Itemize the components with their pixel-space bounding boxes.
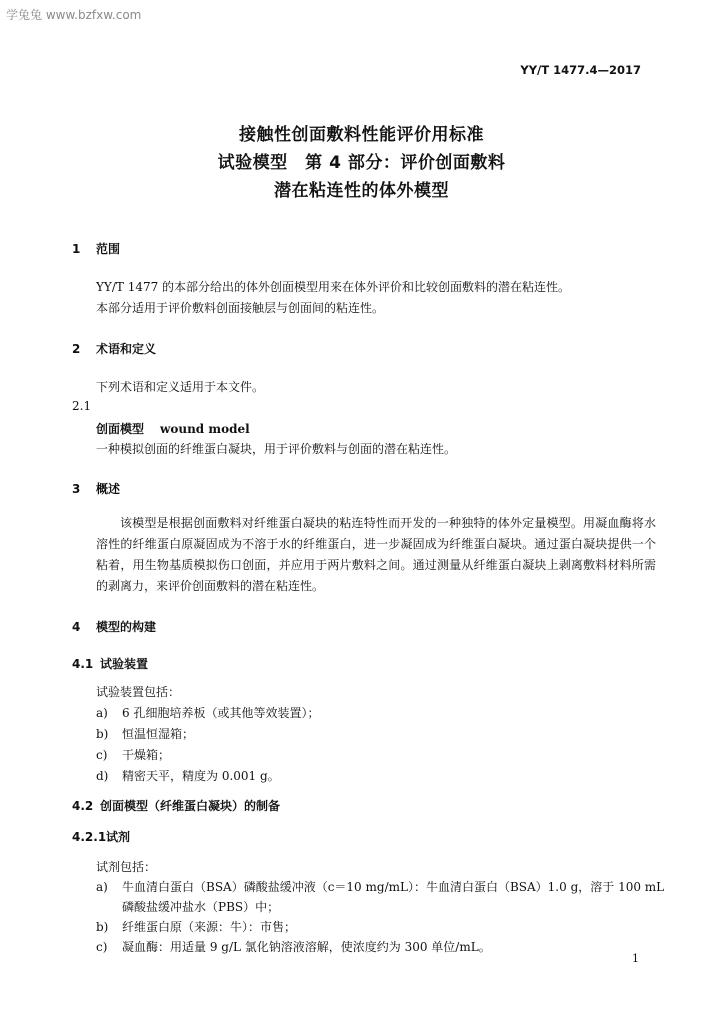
section-number: 4.2: [72, 799, 94, 813]
section-title: 模型的构建: [96, 620, 157, 634]
list-item: [96, 767, 280, 784]
list-item: [96, 938, 491, 955]
section-title: 试剂: [106, 830, 131, 844]
section-1-heading: [72, 240, 120, 257]
section-number: 4: [72, 620, 81, 634]
list-item: [96, 704, 319, 721]
section-4-1-heading: [72, 655, 148, 672]
list-marker: b): [96, 920, 109, 934]
list-marker: c): [96, 748, 108, 762]
list-item-continuation: 磷酸盐缓冲盐水（PBS）中；: [122, 900, 280, 914]
section-4-2-1-heading: [72, 828, 130, 845]
section-number: 4.2.1: [72, 830, 107, 844]
term-english: wound model: [160, 422, 250, 436]
section-4-2-1-intro: 试剂包括：: [96, 860, 157, 874]
title-line-1: 接触性创面敷料性能评价用标准: [239, 125, 484, 145]
watermark: 学兔兔 www.bzfxw.com: [6, 8, 142, 22]
title-line-2: 试验模型 第 4 部分：评价创面敷料: [217, 153, 506, 173]
section-1-para-2: 本部分适用于评价敷料创面接触层与创面间的粘连性。: [96, 301, 385, 315]
list-marker: a): [96, 880, 108, 894]
standard-number: YY/T 1477.4—2017: [520, 63, 641, 77]
list-marker: b): [96, 727, 109, 741]
list-item: [96, 878, 664, 895]
section-2-heading: [72, 340, 156, 357]
list-marker: a): [96, 706, 108, 720]
section-4-heading: [72, 618, 156, 635]
section-4-1-intro: 试验装置包括：: [96, 685, 181, 699]
title-line-3: 潜在粘连性的体外模型: [274, 181, 449, 201]
list-text: 凝血酶：用适量 9 g/L 氯化钠溶液溶解，使浓度约为 300 单位/mL。: [122, 940, 491, 954]
list-item: [96, 746, 170, 763]
section-number: 3: [72, 482, 81, 496]
list-text: 6 孔细胞培养板（或其他等效装置）；: [122, 706, 320, 720]
section-number: 1: [72, 242, 81, 256]
list-marker: c): [96, 940, 108, 954]
section-number: 2: [72, 342, 81, 356]
section-3-heading: [72, 480, 120, 497]
term-2-1-line: [96, 420, 250, 437]
section-title: 范围: [96, 242, 121, 256]
list-text: 干燥箱；: [122, 748, 171, 762]
section-3-paragraph: 该模型是根据创面敷料对纤维蛋白凝块的粘连特性而开发的一种独特的体外定量模型。用凝血酶将水溶性的纤维蛋白原凝固成为不溶于水的纤维蛋白，进一步凝固成为纤维蛋白凝块。通过蛋白凝块提供一个粘着，用生物基质模拟伤口创面，并应用于两片敷料之间。通过测量从纤维蛋白凝块上剥离敷料材料所需的剥离力，来评价创面敷料的潜在粘连性。: [96, 516, 656, 593]
list-text: 牛血清白蛋白（BSA）磷酸盐缓冲液（c＝10 mg/mL）：牛血清白蛋白（BSA）1.0 g，溶于 100 mL: [122, 880, 665, 894]
section-title: 术语和定义: [96, 342, 157, 356]
section-4-2-heading: [72, 797, 280, 814]
section-title: 概述: [96, 482, 121, 496]
term-name: 创面模型: [96, 422, 145, 436]
list-text: 纤维蛋白原（来源：牛）：市售；: [122, 920, 297, 934]
section-2-intro: 下列术语和定义适用于本文件。: [96, 380, 265, 394]
term-2-1-number: 2.1: [72, 399, 92, 413]
section-title: 创面模型（纤维蛋白凝块）的制备: [100, 799, 281, 813]
section-number: 4.1: [72, 657, 94, 671]
section-1-para-1: YY/T 1477 的本部分给出的体外创面模型用来在体外评价和比较创面敷料的潜在粘连性。: [96, 280, 571, 294]
term-2-1-definition: 一种模拟创面的纤维蛋白凝块，用于评价敷料与创面的潜在粘连性。: [96, 442, 457, 456]
list-item: [96, 725, 194, 742]
list-text: 精密天平，精度为 0.001 g。: [122, 769, 280, 783]
list-item: [96, 918, 296, 935]
list-text: 恒温恒湿箱；: [122, 727, 195, 741]
page-number: 1: [632, 952, 639, 965]
section-title: 试验装置: [100, 657, 149, 671]
list-marker: d): [96, 769, 109, 783]
